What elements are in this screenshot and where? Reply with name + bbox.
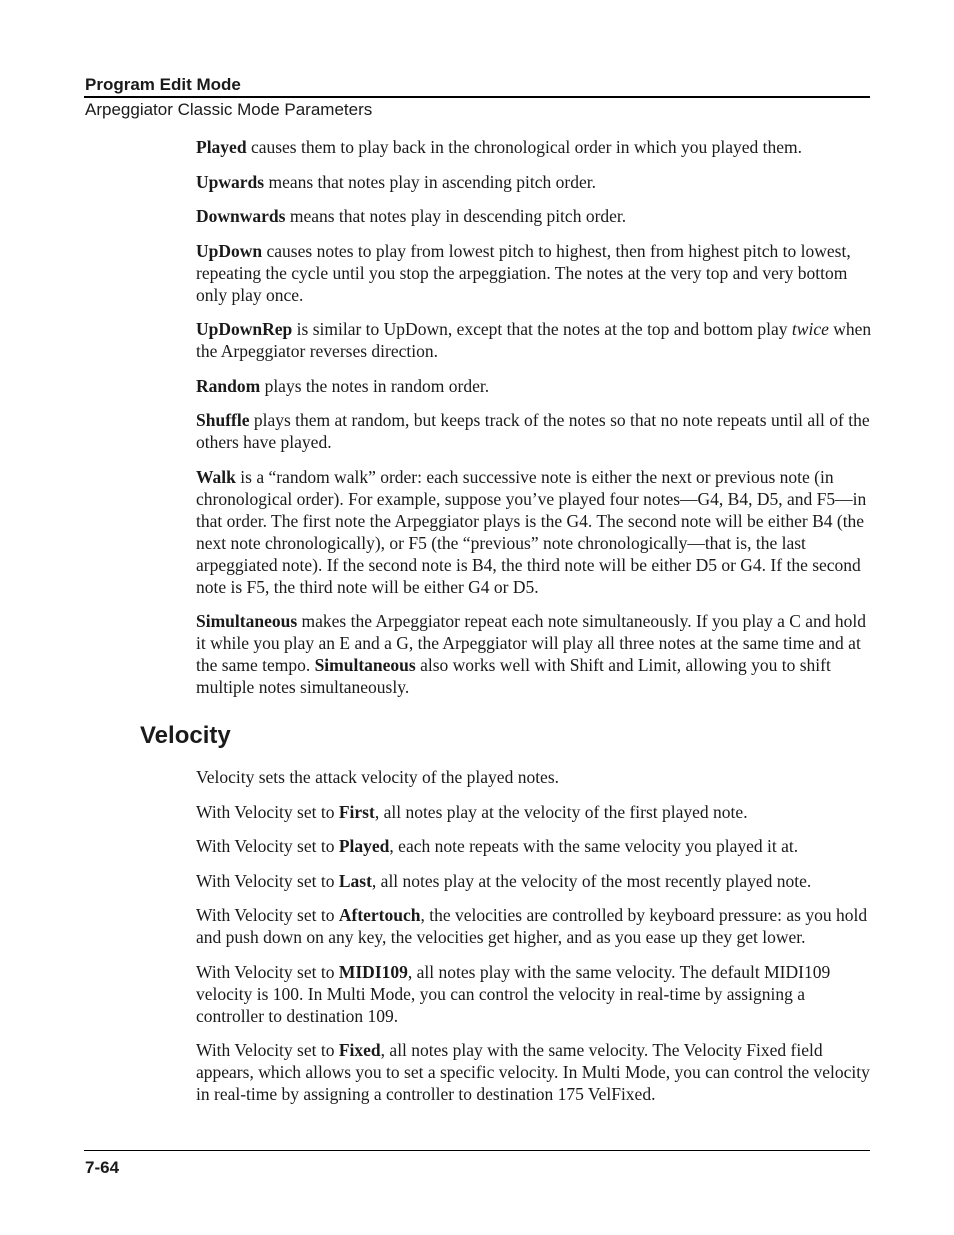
page-number: 7-64 [85, 1158, 120, 1177]
footer-divider [84, 1150, 870, 1151]
prefix: With Velocity set to [196, 1040, 339, 1060]
term: First [338, 801, 375, 822]
term: Random [196, 375, 261, 396]
term: Last [338, 870, 372, 891]
description: , all notes play with the same velocity. The Velocity Fixed field appears, which allows you to set a specific velocity. In Multi Mode, you can control the velocity in real-time by assigning a controller to destination 175 VelFixed. [196, 1040, 870, 1104]
term: Upwards [196, 171, 265, 192]
term-repeat: Simultaneous [314, 655, 416, 675]
paragraph-played [196, 136, 872, 158]
paragraph-downwards [196, 205, 872, 227]
description: plays the notes in random order. [260, 375, 490, 396]
prefix: With Velocity set to [196, 870, 339, 891]
term: Simultaneous [196, 611, 298, 631]
paragraph-shuffle [196, 409, 872, 453]
emphasis: twice [791, 319, 829, 339]
description: makes the Arpeggiator repeat each note simultaneously. If you play a C and hold it while you play an E and a G, the Arpeggiator will play all three notes at the same time and at the same tempo. [196, 611, 867, 675]
chapter-title: Program Edit Mode [85, 75, 241, 94]
prefix: With Velocity set to [196, 905, 339, 925]
description: means that notes play in ascending pitch order. [264, 171, 597, 192]
description: , the velocities are controlled by keyboard pressure: as you hold and push down on any key, the velocities get higher, and as you ease up they get lower. [196, 905, 868, 947]
term: UpDownRep [196, 319, 293, 339]
paragraph-walk [196, 466, 872, 598]
velocity-item-played [196, 835, 872, 857]
description-continued: also works well with Shift and Limit, allowing you to shift multiple notes simultaneously. [196, 655, 831, 697]
paragraph-random [196, 375, 872, 397]
paragraph-updownrep [196, 318, 872, 362]
term: Played [338, 836, 390, 856]
term: MIDI109 [338, 961, 408, 982]
section-subtitle: Arpeggiator Classic Mode Parameters [85, 100, 373, 119]
description: is a “random walk” order: each successive note is either the next or previous note (in chronological order). For example, suppose you’ve played four notes—G4, B4, D5, and F5—in that order. The first note the Arpeggiator plays is the G4. The second note will be either B4 (the next note chronologically), or F5 (the “previous” note chronologically—that is, the last arpeggiated note). If the second note is B4, the third note will be either D5 or G4. If the second note is F5, the third note will be either G4 or D5. [196, 466, 867, 597]
term: Walk [196, 466, 236, 487]
velocity-item-first [196, 801, 872, 823]
prefix: With Velocity set to [196, 836, 339, 856]
velocity-item-midi109 [196, 961, 872, 1027]
order-description-list [196, 136, 872, 711]
description: causes notes to play from lowest pitch to highest, then from highest pitch to lowest, repeating the cycle until you stop the arpeggiation. The notes at the very top and very bottom only play once. [196, 240, 851, 305]
description: plays them at random, but keeps track of the notes so that no note repeats until all of the others have played. [196, 410, 870, 452]
term: Aftertouch [338, 905, 421, 925]
description-continued: when the Arpeggiator reverses direction. [196, 319, 872, 361]
velocity-item-last [196, 870, 872, 892]
prefix: With Velocity set to [196, 961, 339, 982]
prefix: With Velocity set to [196, 801, 339, 822]
term: Downwards [196, 206, 286, 226]
paragraph-upwards [196, 171, 872, 193]
description: , all notes play with the same velocity. The default MIDI109 velocity is 100. In Multi Mode, you can control the velocity in real-time by assigning a controller to destination 109. [196, 961, 831, 1026]
section-heading-velocity: Velocity [140, 722, 231, 749]
description: causes them to play back in the chronological order in which you played them. [246, 137, 803, 157]
velocity-description-list [196, 766, 872, 1118]
header-divider [84, 96, 870, 98]
term: Fixed [338, 1040, 381, 1060]
description: , each note repeats with the same velocity you played it at. [389, 836, 799, 856]
velocity-item-aftertouch [196, 904, 872, 948]
description: means that notes play in descending pitch order. [285, 206, 627, 226]
description: , all notes play at the velocity of the most recently played note. [371, 870, 812, 891]
paragraph-simultaneous [196, 610, 872, 698]
term: Played [196, 137, 247, 157]
paragraph-updown [196, 240, 872, 306]
velocity-intro: Velocity sets the attack velocity of the played notes. [196, 767, 560, 787]
term: Shuffle [196, 410, 250, 430]
description: , all notes play at the velocity of the first played note. [374, 801, 748, 822]
velocity-item-fixed [196, 1039, 872, 1105]
term: UpDown [196, 240, 263, 261]
description: is similar to UpDown, except that the notes at the top and bottom play [292, 319, 792, 339]
